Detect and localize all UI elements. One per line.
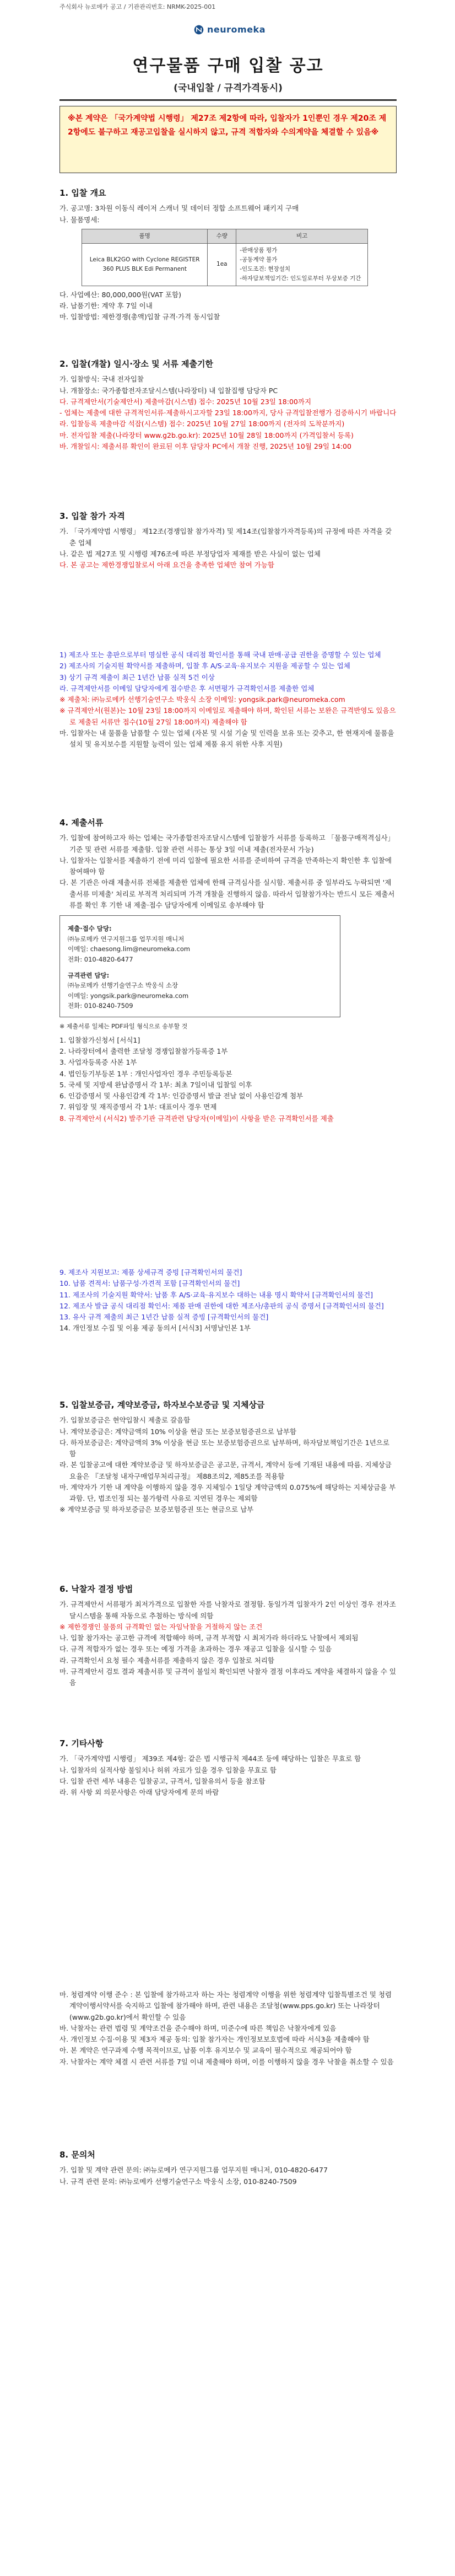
sec3-item: 3) 상기 규격 제출이 최근 1년간 납품 실적 5건 이상	[59, 673, 215, 681]
sec3-item: 1) 제조사 또는 총판으로부터 명실한 공식 대리점 확인서를 통해 국내 판매·공급 권한을 증명할 수 있는 업체	[59, 651, 381, 659]
sec2-item: - 업체는 제출에 대한 규격적인서류·제출하시고자할 23일 18:00까지, 당사 규격입찰전행가 검증하시기 바랍니다	[59, 409, 397, 417]
sec5-item: 라. 본 입찰공고에 대한 계약보증금 및 하자보증금은 공고문, 규격서, 계약서 등에 기재된 내용에 따름. 지체상금 요율은 『조달청 내자구매업무처리규정』 제88조의2, 제85조를 적용함	[59, 1461, 392, 1480]
spec-col-qty: 수량	[208, 229, 236, 243]
sec4-list-item: 6. 인감증명서 및 사용인감계 각 1부: 인감증명서 발급 전날 없이 사용인감계 첨부	[59, 1092, 304, 1101]
section-5	[59, 1398, 397, 1516]
sec1-item: 나. 물품명세:	[59, 215, 100, 224]
spec-cell-notes	[236, 243, 368, 286]
sec5-item: 다. 하자보증금은: 계약금액의 3% 이상을 현금 또는 보증보험증권으로 납부하며, 하자담보책임기간은 1년으로 함	[59, 1438, 389, 1458]
sec6-item: 가. 규격제안서 서류평가 최저가격으로 입찰한 자를 낙찰자로 결정함. 동일가격 입찰자가 2인 이상인 경우 전자조달시스템을 통해 자동으로 추첨하는 방식에 의함	[59, 1600, 396, 1620]
sec1-item: 라. 납품기한: 계약 후 7일 이내	[59, 302, 153, 310]
section-1	[59, 186, 397, 323]
section-4-continued	[59, 1267, 397, 1334]
section-3-continued	[59, 650, 397, 750]
sec6-item: 마. 규격제안서 검토 결과 제출서류 및 규격이 불일치 확인되면 낙찰자 결정 이후라도 계약을 체결하지 않을 수 있음	[59, 1667, 396, 1687]
contact-line: ㈜뉴로메카 선행기술연구소 박웅식 소장	[68, 981, 178, 990]
sec3-item: 마. 입찰자는 내 물품을 납품할 수 있는 업체 (자본 및 시설 기술 및 인력을 보유 또는 갖추고, 한 현재지에 물품을 설치 및 유지보수를 지원할 능력이 있는 업체 제품 유지 위한 사후 지원)	[59, 728, 394, 748]
sec3-item: 라. 규격제안서를 이메일 담당자에게 접수받은 후 서면평가 규격확인서를 제출한 업체	[59, 684, 315, 693]
sec4-item: 나. 입찰자는 입찰서를 제출하기 전에 미리 입찰에 필요한 서류를 준비하여 규격을 만족하는지 확인한 후 입찰에 참여해야 함	[59, 856, 392, 876]
sec7-item: 바. 낙찰자는 관련 법령 및 계약조건을 준수해야 하며, 미준수에 따른 책임은 낙찰자에게 있음	[59, 2024, 337, 2032]
sec4-list-item: 9. 제조사 지원보고: 제품 상세규격 증빙 [규격확인서의 물건]	[59, 1268, 242, 1276]
sec7-item: 사. 개인정보 수집·이용 및 제3자 제공 동의: 입찰 참가자는 개인정보보호법에 따라 서식3을 제출해야 함	[59, 2035, 370, 2043]
sec5-item: 가. 입찰보증금은 현약입찰시 제출로 갈음함	[59, 1416, 191, 1425]
contact-phone: 전화: 010-8240-7509	[68, 1002, 133, 1010]
sec2-item: 가. 입찰방식: 국내 전자입찰	[59, 375, 144, 384]
sec4-list-item: 12. 제조사 발급 공식 대리점 확인서: 제품 판매 권한에 대한 제조사/총판의 공식 증명서 [규격확인서의 물건]	[59, 1301, 384, 1310]
header-line	[0, 0, 455, 14]
sec4-list-item: 4. 법인등기부등본 1부 : 개인사업자인 경우 주민등록등본	[59, 1069, 232, 1078]
sec7-item: 아. 본 계약은 연구과제 수행 목적이므로, 납품 이후 유지보수 및 교육이 필수적으로 제공되어야 함	[59, 2046, 352, 2055]
section-4-title: 4. 제출서류	[59, 818, 104, 828]
section-8-title: 8. 문의처	[59, 2150, 95, 2160]
sec4-list-item: 13. 유사 규격 제출의 최근 1년간 납품 실적 증빙 [규격확인서의 물건]	[59, 1313, 269, 1321]
sec4-list-item: 3. 사업자등록증 사본 1부	[59, 1058, 137, 1067]
spec-note: -인도조건: 현장설치	[240, 265, 291, 272]
section-3-title: 3. 입찰 참가 자격	[59, 511, 125, 521]
contact-phone: 전화: 010-4820-6477	[68, 955, 133, 963]
page-title: 연구물품 구매 입찰 공고	[132, 56, 324, 76]
spec-table	[82, 229, 368, 286]
sec4-list-item: 5. 국세 및 지방세 완납증명서 각 1부: 최초 7일이내 입찰일 이후	[59, 1080, 252, 1089]
sec4-list-item: 10. 납품 견적서: 납품구성·가견적 포함 [규격확인서의 물건]	[59, 1279, 240, 1288]
spec-cell-name: Leica BLK2GO with Cyclone REGISTER 360 PLUS BLK Edi Permanent	[82, 243, 208, 286]
section-7	[59, 1737, 397, 1798]
contact-email[interactable]: 이메일: chaesong.lim@neuromeka.com	[68, 945, 191, 953]
contact-email[interactable]: 이메일: yongsik.park@neuromeka.com	[68, 991, 189, 1000]
notice-text: ※본 계약은 「국가계약법 시행령」 제27조 제2항에 따라, 입찰자가 1인뿐인 경우 제20조 제2항에도 불구하고 재공고입찰을 실시하지 않고, 규격 적합자와 수의계약을 체결할 수 있음※	[68, 114, 387, 137]
sec5-item: 나. 계약보증금은: 계약금액의 10% 이상을 현금 또는 보증보험증권으로 납부함	[59, 1427, 297, 1436]
sec2-item: 라. 입찰등록 제출마감 석잡(시스템) 접수: 2025년 10월 27일 18:00까지 (전자의 도착분까지)	[59, 420, 345, 428]
sec7-item: 마. 청렴계약 이행 준수 : 본 입찰에 참가하고자 하는 자는 청렴계약 이행을 위한 청렴계약 입찰특별조건 및 청렴계약이행서약서를 숙지하고 입찰에 참가해야 하며, 관련 내용은 조달청(www.pps.go.kr) 또는 나라장터(www.g2b.go.kr)에서 확인할 수 있음	[59, 1990, 392, 2021]
spec-table-header	[82, 229, 368, 243]
section-4	[59, 816, 397, 1124]
spec-note: -공동계약 불가	[240, 256, 278, 263]
contact-head-spec: 규격관련 담당:	[68, 971, 110, 979]
sec3-item: 가. 「국가계약법 시행령」 제12조(경쟁입찰 참가자격) 및 제14조(입찰참가자격등록)의 규정에 따른 자격을 갖춘 업체	[59, 527, 392, 547]
spec-note: -판매상품 평가	[240, 246, 278, 254]
sec7-item: 가. 「국가계약법 시행령」 제39조 제4항: 같은 법 시행규칙 제44조 등에 해당하는 입찰은 무효로 함	[59, 1754, 361, 1763]
sec2-item: 나. 개찰장소: 국가종합전자조달시스템(나라장터) 내 입찰집행 담당자 PC	[59, 386, 278, 395]
title-divider	[59, 99, 397, 101]
sec5-item: ※ 계약보증금 및 하자보증금은 보증보험증권 또는 현금으로 납부	[59, 1505, 254, 1514]
sec6-item: ※ 제한경쟁인 물품의 규격확인 없는 자임낙찰을 거절하지 않는 조건	[59, 1622, 263, 1631]
spec-cell-qty: 1ea	[208, 243, 236, 286]
sec2-item: 바. 개찰일시: 제출서류 확인이 완료된 이후 담당자 PC에서 개찰 진행, 2025년 10월 29일 14:00	[59, 442, 351, 450]
sec4-list-item: 11. 제조사의 기술지원 확약서: 납품 후 A/S·교육·유지보수 대하는 내용 명시 확약서 [규격확인서의 물건]	[59, 1290, 373, 1299]
sec6-item: 다. 규격 적합자가 없는 경우 또는 예정 가격을 초과하는 경우 재공고 입찰을 실시할 수 있음	[59, 1645, 332, 1654]
sec2-item: 다. 규격제안서(기술제안서) 제출마감(시스템) 접수: 2025년 10월 23일 18:00까지	[59, 397, 312, 406]
sec4-item: 가. 입찰에 참여하고자 하는 업체는 국가종합전자조달시스템에 입찰참가 서류를 등록하고 「물품구매적격심사」 기준 및 관련 서류를 제출함. 입찰 관련 서류는 통상 3일 이내 제출(전자문서 가능)	[59, 834, 395, 854]
section-6-title: 6. 낙찰자 결정 방법	[59, 1584, 133, 1594]
sec1-item: 다. 사업예산: 80,000,000원(VAT 포함)	[59, 290, 181, 299]
section-2-title: 2. 입찰(개찰) 일시·장소 및 서류 제출기한	[59, 359, 214, 369]
sec3-item: 나. 같은 법 제27조 및 시행령 제76조에 따른 부정당업자 제재를 받은 사실이 없는 업체	[59, 549, 321, 558]
notice-box	[59, 106, 397, 173]
contact-line: ㈜뉴로메카 연구지원그룹 업무지원 매니저	[68, 935, 185, 943]
sec7-item: 라. 위 사항 외 의문사항은 아래 담당자에게 문의 바람	[59, 1788, 219, 1797]
sec4-list-item: 14. 개인정보 수집 및 이용 제공 동의서 [서식3] 서명날인본 1부	[59, 1324, 251, 1333]
sec7-item: 다. 입찰 관련 세부 내용은 입찰공고, 규격서, 입찰유의서 등을 참조함	[59, 1777, 266, 1785]
section-7-continued	[59, 1989, 397, 2068]
section-1-title: 1. 입찰 개요	[59, 188, 106, 198]
logo-text: neuromeka	[207, 24, 266, 35]
sec6-item: 나. 입찰 참가자는 공고한 규격에 적합해야 하며, 규격 부적합 시 최저가라 하더라도 낙찰에서 제외됨	[59, 1634, 359, 1643]
sec2-item: 마. 전자입찰 제출(나라장터 www.g2b.go.kr): 2025년 10월 28일 18:00까지 (가격입찰서 등록)	[59, 431, 354, 439]
sec7-item: 자. 낙찰자는 계약 체결 시 관련 서류를 7일 이내 제출해야 하며, 이를 이행하지 않을 경우 낙찰을 취소할 수 있음	[59, 2057, 394, 2066]
title-block	[59, 53, 397, 101]
sec4-item: 다. 본 기관은 아래 제출서류 전체를 제출한 업체에 한해 규격심사를 실시함. 제출서류 중 일부라도 누락되면 '제출서류 미제출' 처리로 부적격 처리되며 가격 개찰을 진행하지 않음. 따라서 입찰참가자는 반드시 모든 제출서류를 확인 후 기한 내 제출·접수 담당자에게 이메일로 송부해야 함	[59, 878, 395, 909]
sec6-item: 라. 규격확인서 요청 필수 제출서류를 제출하지 않은 경우 입찰로 처리함	[59, 1656, 274, 1665]
contact-head-submit: 제출·접수 담당:	[68, 925, 112, 933]
section-8	[59, 2148, 397, 2187]
sec3-item: 2) 제조사의 기술지원 확약서를 제출하며, 입찰 후 A/S·교육·유지보수 지원을 제공할 수 있는 업체	[59, 662, 350, 670]
logo-icon	[194, 23, 204, 37]
section-6	[59, 1582, 397, 1688]
sec1-item: 가. 공고명: 3차원 이동식 레이저 스캐너 및 데이터 정합 소프트웨어 패키지 구매	[59, 204, 299, 213]
sec3-item: ※ 규격제안서(원본)는 10월 23일 18:00까지 이메일로 제출해야 하며, 확인된 서류는 보완은 규격반영도 있음으로 제출된 서류만 접수(10월 27일 18:00까지) 제출해야 함	[59, 706, 396, 726]
sec5-item: 마. 계약자가 기한 내 계약을 이행하지 않을 경우 지체일수 1일당 계약금액의 0.075%에 해당하는 지체상금을 부과함. 단, 법조인정 되는 불가항력 사유로 지연된 경우는 제외함	[59, 1483, 396, 1503]
sec4-list-item: 7. 위임장 및 재직증명서 각 1부: 대표이사 경우 면제	[59, 1103, 217, 1112]
sec4-list-item: 8. 규격제안서 (서식2) 발주기관 규격관련 담당자(이메일)이 사항을 받은 규격확인서를 제출	[59, 1114, 334, 1123]
section-2	[59, 357, 397, 452]
sec7-item: 나. 입찰자의 실적사항 불일치나 허위 자료가 있을 경우 입찰을 무효로 함	[59, 1765, 277, 1774]
logo	[194, 19, 266, 41]
header-text: 주식회사 뉴로메카 공고 / 기관관리번호: NRMK-2025-001	[59, 3, 216, 11]
table-row	[82, 243, 368, 286]
sec4-list-item: 1. 입찰참가신청서 [서식1]	[59, 1035, 140, 1044]
sec3-item: 다. 본 공고는 제한경쟁입찰로서 아래 요건을 충족한 업체만 참여 가능함	[59, 561, 274, 570]
sec3-item: ※ 제출처: ㈜뉴로메카 선행기술연구소 박웅식 소장 이메일: yongsik.park@neuromeka.com	[59, 695, 345, 704]
sec4-list-item: 2. 나라장터에서 출력한 조달청 경쟁입찰참가등록증 1부	[59, 1047, 228, 1056]
spec-col-notes: 비고	[236, 229, 368, 243]
contact-box	[59, 915, 340, 1017]
section-5-title: 5. 입찰보증금, 계약보증금, 하자보수보증금 및 지체상금	[59, 1400, 265, 1410]
page-subtitle: (국내입찰 / 규격가격동시)	[174, 82, 283, 94]
section-3	[59, 509, 397, 571]
sec1-item: 마. 입찰방법: 제한경쟁(총액)입찰 규격·가격 동시입찰	[59, 313, 220, 321]
spec-col-name: 품명	[82, 229, 208, 243]
sec8-item: 가. 입찰 및 계약 관련 문의: ㈜뉴로메카 연구지원그룹 업무지원 매니저, 010-4820-6477	[59, 2166, 328, 2175]
section-7-title: 7. 기타사항	[59, 1738, 104, 1748]
spec-note: -하자담보책임기간: 인도일로부터 무상보증 기간	[240, 275, 361, 282]
contact-note: ※ 제출서류 일체는 PDF파일 형식으로 송부할 것	[59, 1023, 188, 1031]
sec8-item: 나. 규격 관련 문의: ㈜뉴로메카 선행기술연구소 박웅식 소장, 010-8240-7509	[59, 2177, 297, 2186]
